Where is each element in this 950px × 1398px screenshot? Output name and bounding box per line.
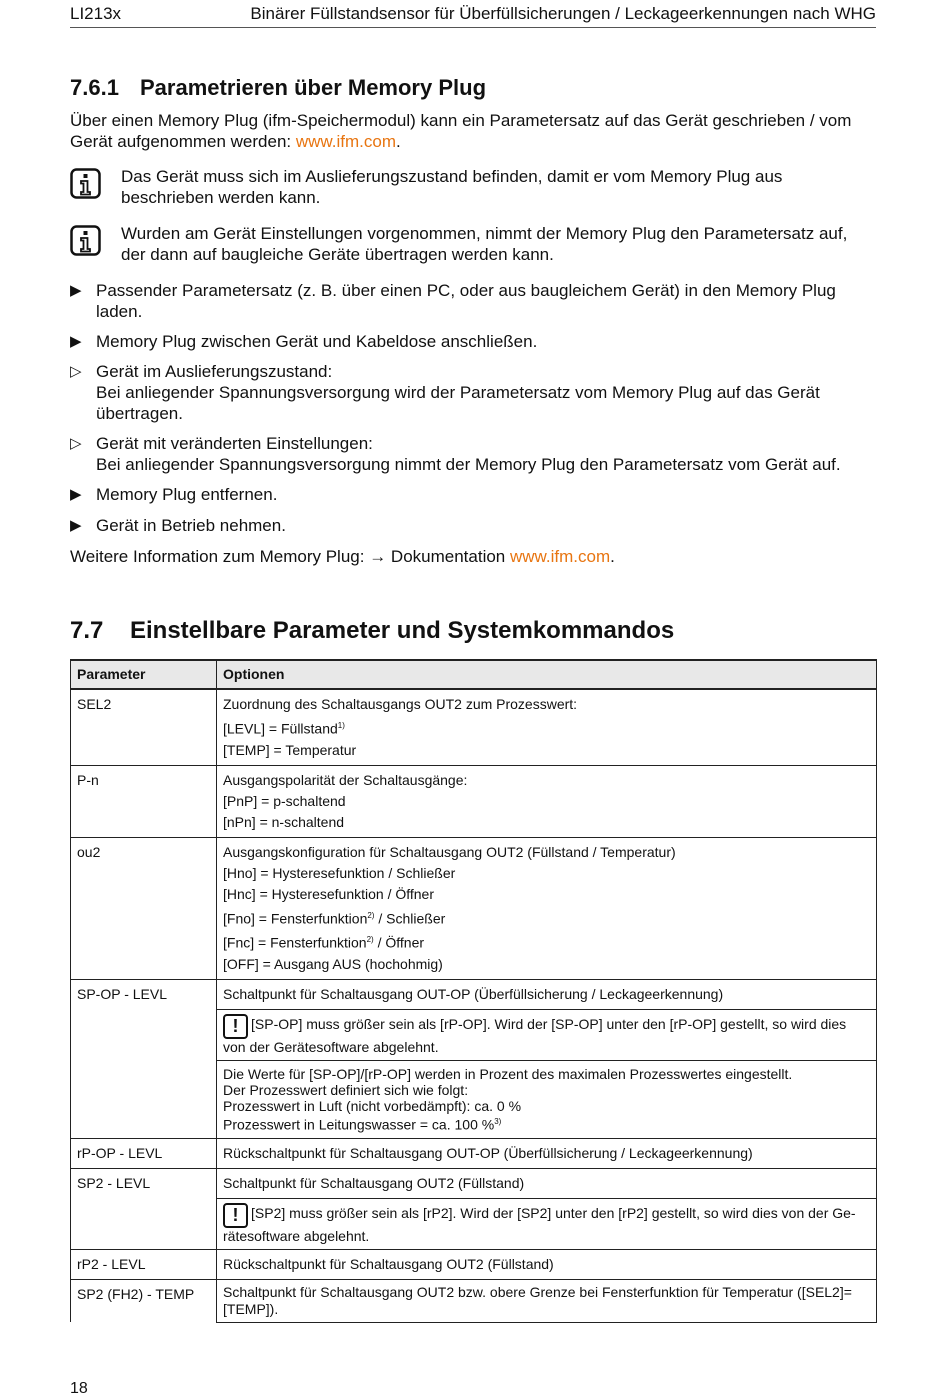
footnote-ref: 1) — [337, 721, 345, 730]
param-options: Schaltpunkt für Schaltausgang OUT-OP (Überfüllsicherung / Leckageerkennung) — [217, 979, 877, 1009]
param-name: SP2 (FH2) - TEMP — [71, 1279, 217, 1322]
triangle-right-icon: ▶ — [70, 333, 82, 350]
option-text: / Schließer — [374, 910, 446, 927]
table-header-row — [71, 660, 877, 689]
doc-id: LI213x — [70, 4, 122, 23]
footnote-ref: 3) — [494, 1116, 502, 1126]
param-name: P-n — [71, 765, 217, 837]
param-options — [217, 689, 877, 765]
section-number: 7.7 — [70, 617, 104, 644]
option-text: [LEVL] = Füllstand — [223, 720, 338, 737]
parameter-table — [70, 659, 877, 1323]
param-name: SEL2 — [71, 689, 217, 765]
option-line: [PnP] = p-schaltend — [223, 792, 346, 809]
step-text: Gerät in Betrieb nehmen. — [96, 516, 286, 535]
result-body: Bei anliegender Spannungsversorgung nimmt der Memory Plug den Parametersatz vom Gerät auf. — [96, 455, 841, 474]
table-row — [71, 689, 877, 765]
result-1 — [70, 361, 876, 424]
step-2 — [70, 331, 876, 352]
info-line: Die Werte für [SP-OP]/[rP-OP] werden in Prozent des maximalen Prozesswertes eingestellt. — [223, 1065, 793, 1082]
warning-icon: ! — [223, 1203, 248, 1228]
option-line: Zuordnung des Schaltausgangs OUT2 zum Prozesswert: — [223, 696, 578, 712]
header-divider — [70, 27, 876, 28]
param-options: Schaltpunkt für Schaltausgang OUT2 (Füllstand) — [217, 1168, 877, 1198]
more-info-text: Weitere Information zum Memory Plug: — [70, 547, 370, 566]
intro-end: . — [395, 132, 401, 151]
info-line: Der Prozesswert definiert sich wie folgt: — [223, 1081, 469, 1098]
option-text: [Fno] = Fensterfunktion — [223, 910, 368, 927]
step-3 — [70, 484, 876, 505]
result-text — [96, 433, 876, 475]
warning-cell — [217, 1198, 877, 1249]
info-note-1 — [70, 166, 876, 208]
option-line: [Hno] = Hysteresefunktion / Schließer — [223, 864, 456, 881]
step-4 — [70, 515, 876, 536]
table-row — [71, 837, 877, 979]
result-2 — [70, 433, 876, 475]
step-text: Memory Plug entfernen. — [96, 485, 278, 504]
page-number: 18 — [70, 1380, 88, 1397]
param-options: Rückschaltpunkt für Schaltausgang OUT2 (Füllstand) — [217, 1249, 877, 1279]
param-name: rP2 - LEVL — [71, 1249, 217, 1279]
param-options: Schaltpunkt für Schaltausgang OUT2 bzw. obere Grenze bei Fensterfunktion für Temperatur ([SEL2]=[TEMP]). — [217, 1279, 877, 1322]
more-doc-text: Dokumentation — [386, 547, 510, 566]
info-note-text: Das Gerät muss sich im Auslieferungszustand befinden, damit er vom Memory Plug aus beschrieben werden kann. — [121, 167, 783, 207]
param-name: SP-OP - LEVL — [71, 979, 217, 1138]
more-info-paragraph — [70, 546, 876, 567]
section-heading-77 — [70, 617, 674, 645]
info-text: Prozesswert in Leitungswasser = ca. 100 % — [223, 1116, 495, 1133]
arrow-right-icon: → — [369, 547, 387, 566]
info-icon — [70, 168, 101, 199]
warning-text: [SP-OP] muss größer sein als [rP-OP]. Wird der [SP-OP] unter den [rP-OP] gestellt, so wird dies von der Gerätesoftware abgelehnt. — [223, 1015, 847, 1055]
triangle-outline-icon: ▷ — [70, 363, 82, 380]
section-title: Parametrieren über Memory Plug — [140, 75, 487, 100]
footnote-ref: 2) — [367, 910, 375, 920]
more-info-end: . — [610, 547, 615, 566]
section-number: 7.6.1 — [70, 75, 119, 100]
table-row — [71, 1138, 877, 1168]
ifm-link[interactable]: www.ifm.com — [509, 547, 611, 566]
option-line: Ausgangskonfiguration für Schaltausgang OUT2 (Füllstand / Temperatur) — [223, 843, 676, 860]
param-name: SP2 - LEVL — [71, 1168, 217, 1249]
column-header-parameter: Parameter — [71, 660, 217, 689]
section-heading-761 — [70, 75, 486, 101]
footnote-ref: 2) — [366, 935, 374, 945]
intro-paragraph — [70, 110, 876, 152]
option-line: [nPn] = n-schaltend — [223, 813, 345, 830]
intro-text: Über einen Memory Plug (ifm-Speichermodul) kann ein Parametersatz auf das Gerät geschrieben / vom Gerät aufgenommen werden: — [70, 111, 852, 151]
info-note-2 — [70, 223, 876, 265]
triangle-right-icon: ▶ — [70, 486, 82, 503]
table-row — [71, 979, 877, 1009]
param-name: ou2 — [71, 837, 217, 979]
option-text: / Öffner — [373, 934, 425, 951]
option-line: [TEMP] = Temperatur — [223, 741, 357, 758]
step-text: Memory Plug zwischen Gerät und Kabeldose anschließen. — [96, 332, 538, 351]
param-name: rP-OP - LEVL — [71, 1138, 217, 1168]
step-1 — [70, 280, 876, 322]
param-options — [217, 837, 877, 979]
warning-text: [SP2] muss größer sein als [rP2]. Wird der [SP2] unter den [rP2] gestellt, so wird dies von der Ge-rätesoftware abgelehnt. — [223, 1204, 856, 1244]
option-line: [Hnc] = Hysteresefunktion / Öffner — [223, 885, 435, 902]
table-row — [71, 1249, 877, 1279]
triangle-right-icon: ▶ — [70, 282, 82, 299]
option-text: [Fnc] = Fensterfunktion — [223, 934, 367, 951]
table-row — [71, 765, 877, 837]
info-icon — [70, 225, 101, 256]
info-line: Prozesswert in Luft (nicht vorbedämpft): ca. 0 % — [223, 1097, 522, 1114]
info-cell — [217, 1060, 877, 1138]
section-title: Einstellbare Parameter und Systemkommandos — [130, 617, 675, 644]
param-options — [217, 765, 877, 837]
ifm-link[interactable]: www.ifm.com — [295, 132, 396, 151]
warning-icon: ! — [223, 1014, 248, 1039]
column-header-options: Optionen — [217, 660, 877, 689]
option-line: [OFF] = Ausgang AUS (hochohmig) — [223, 955, 443, 972]
option-line: Ausgangspolarität der Schaltausgänge: — [223, 771, 468, 788]
table-row — [71, 1168, 877, 1198]
doc-title: Binärer Füllstandsensor für Überfüllsicherungen / Leckageerkennungen nach WHG — [250, 4, 876, 23]
info-note-text: Wurden am Gerät Einstellungen vorgenommen, nimmt der Memory Plug den Parametersatz auf, der dann auf baugleiche Geräte übertragen werden kann. — [121, 224, 848, 264]
param-options: Rückschaltpunkt für Schaltausgang OUT-OP (Überfüllsicherung / Leckageerkennung) — [217, 1138, 877, 1168]
option-line — [223, 715, 870, 740]
result-body: Bei anliegender Spannungsversorgung wird der Parametersatz vom Memory Plug auf das Gerät übertragen. — [96, 383, 820, 423]
warning-cell — [217, 1009, 877, 1060]
option-line — [223, 905, 870, 930]
result-heading: Gerät mit veränderten Einstellungen: — [96, 434, 373, 453]
table-row — [71, 1279, 877, 1322]
option-line — [223, 929, 870, 954]
info-line — [223, 1114, 870, 1133]
triangle-outline-icon: ▷ — [70, 435, 82, 452]
result-heading: Gerät im Auslieferungszustand: — [96, 362, 333, 381]
result-text — [96, 361, 876, 424]
step-text: Passender Parametersatz (z. B. über einen PC, oder aus baugleichem Gerät) in den Memory Plug laden. — [96, 281, 836, 321]
triangle-right-icon: ▶ — [70, 517, 82, 534]
